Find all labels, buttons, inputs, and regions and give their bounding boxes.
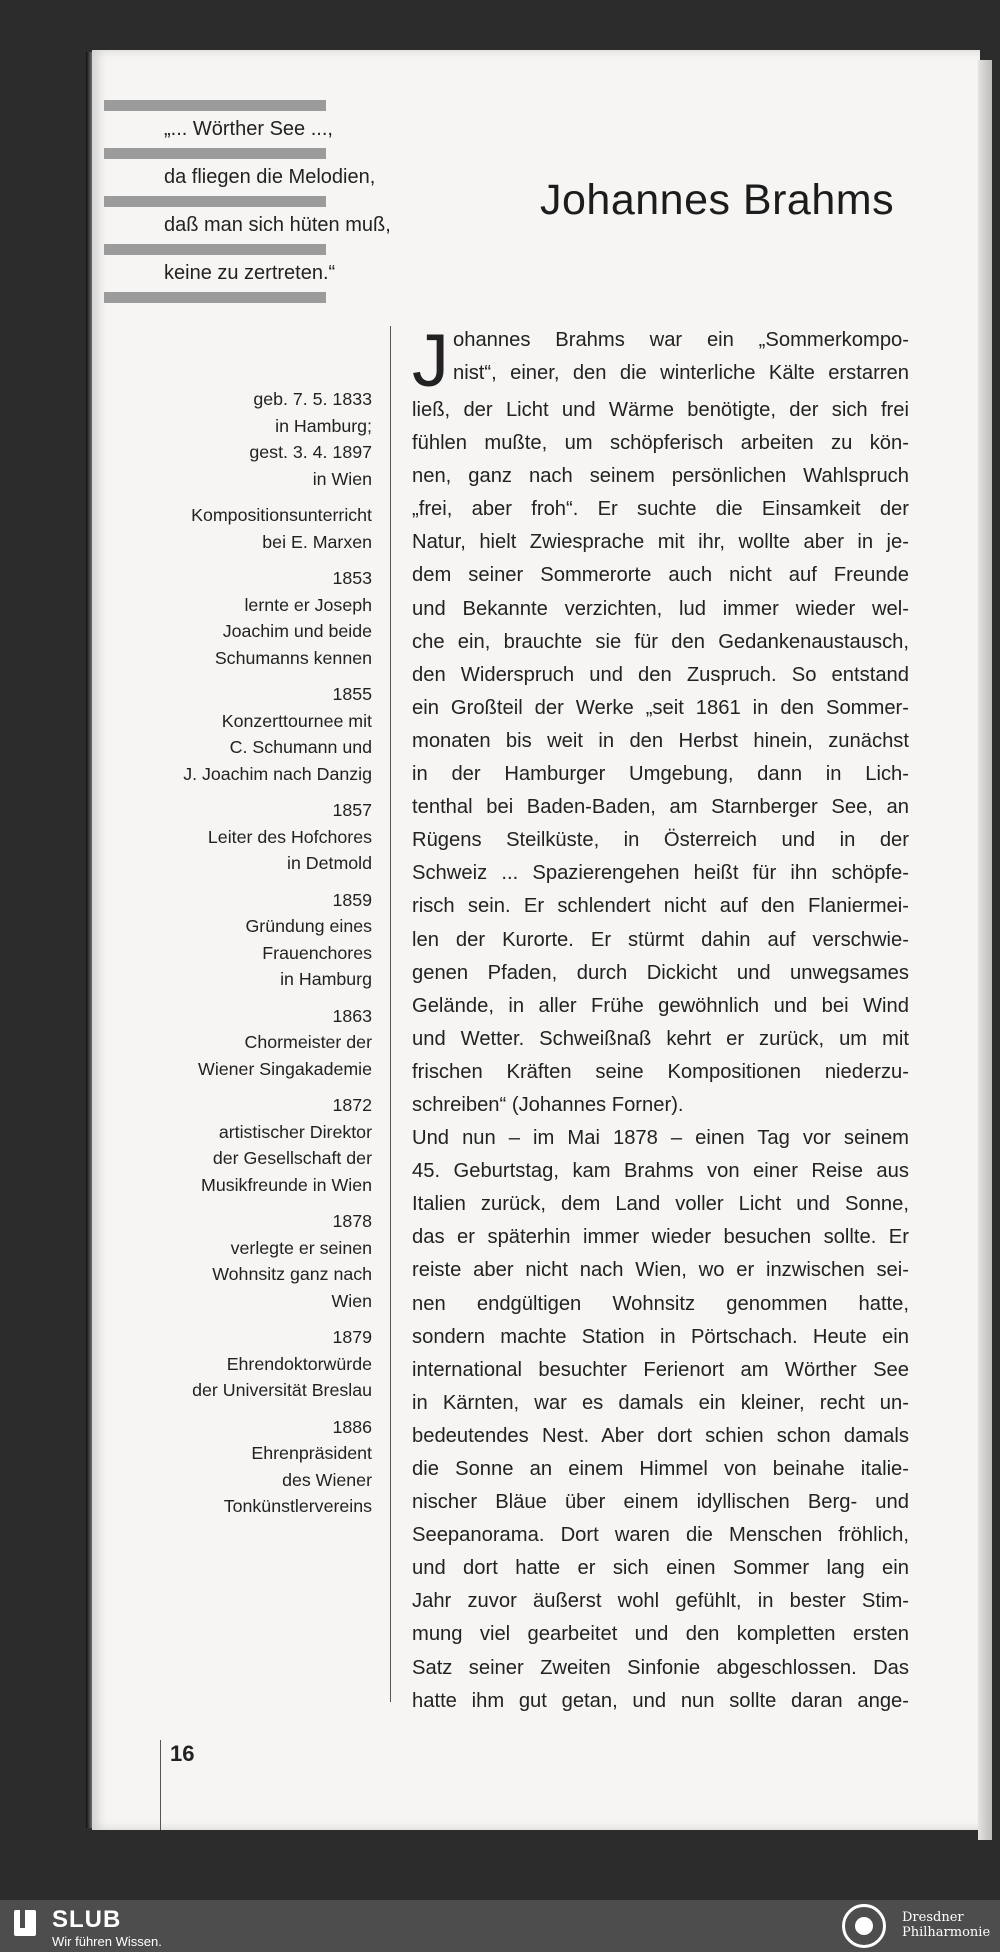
body-line: Satz seiner Zweiten Sinfonie abgeschlossen. Das	[412, 1656, 909, 1679]
philharmonie-name: Dresdner Philharmonie	[902, 1910, 991, 1940]
body-line: nischer Bläue über einem idyllischen Berg- und	[412, 1491, 909, 1514]
timeline-line: Konzerttournee mit	[221, 710, 372, 731]
body-line: „frei, aber froh“. Er suchte die Einsamkeit der	[412, 498, 909, 521]
timeline-line: Chormeister der	[244, 1032, 372, 1052]
body-line: in der Hamburger Umgebung, dann in Lich-	[412, 763, 909, 786]
body-line: risch sein. Er schlendert nicht auf den Flaniermei-	[412, 895, 909, 918]
footer-bar	[0, 1900, 1000, 1952]
body-line: ließ, der Licht und Wärme benötigte, der sich frei	[412, 399, 909, 421]
timeline-entry	[150, 565, 372, 671]
timeline-entry	[150, 386, 372, 492]
timeline-line: 1855	[332, 684, 372, 704]
timeline-line: des Wiener	[282, 1469, 372, 1490]
body-line: ohannes Brahms war ein „Sommerkompo-	[453, 329, 909, 351]
body-line: nen endgültigen Wohnsitz genommen hatte,	[412, 1292, 909, 1315]
body-line: bedeutendes Nest. Aber dort schien schon damals	[412, 1424, 909, 1447]
timeline-entry	[150, 1092, 372, 1198]
timeline-entry	[150, 1003, 372, 1083]
body-line: nen, ganz nach seinem persönlichen Wahlspruch	[412, 465, 909, 488]
body-line: Italien zurück, dem Land voller Licht und Sonne,	[412, 1193, 909, 1216]
timeline-line: 1878	[332, 1211, 372, 1231]
body-line: Schweiz ... Spazierengehen heißt für ihn schöpfe-	[412, 862, 909, 885]
page-number-rule	[160, 1740, 161, 1830]
timeline-line: der Universität Breslau	[192, 1380, 372, 1400]
timeline-line: Leiter des Hofchores	[207, 826, 372, 847]
page-number: 16	[170, 1741, 195, 1766]
timeline-line: Wien	[331, 1290, 372, 1311]
timeline-line: in Detmold	[287, 853, 372, 873]
timeline-line: 1879	[332, 1327, 372, 1347]
body-line: reiste aber nicht nach Wien, wo er inzwischen sei-	[412, 1259, 909, 1282]
timeline-line: Schumanns kennen	[214, 647, 372, 668]
body-line: Rügens Steilküste, in Österreich und in der	[412, 829, 909, 852]
body-line: und Bekannte verzichten, lud immer wieder wel-	[412, 597, 909, 620]
timeline-entry	[150, 502, 372, 555]
body-line: 45. Geburtstag, kam Brahms von einer Reise aus	[412, 1160, 909, 1183]
body-line: che ein, brauchte sie für den Gedankenaustausch,	[412, 630, 909, 653]
timeline-line: Kompositionsunterricht	[191, 505, 372, 525]
quote-line: daß man sich hüten muß,	[164, 214, 391, 236]
body-line: international besuchter Ferienort am Wörther See	[412, 1358, 909, 1381]
quote-bar	[104, 292, 326, 303]
body-line: Jahr zuvor äußerst wohl gefühlt, in bester Stim-	[412, 1590, 909, 1613]
timeline-line: Frauenchores	[262, 942, 372, 963]
timeline-line: 1886	[332, 1416, 372, 1437]
article-title: Johannes Brahms	[540, 176, 895, 224]
slub-brand[interactable]: SLUB	[52, 1906, 122, 1933]
body-line: und dort hatte er sich einen Sommer lang ein	[412, 1557, 909, 1580]
quote-line: „... Wörther See ...,	[164, 118, 333, 140]
timeline-line: verlegte er seinen	[230, 1237, 372, 1258]
page-right-edge	[978, 60, 992, 1840]
timeline-line: lernte er Joseph	[244, 594, 372, 615]
body-line: frischen Kräften seine Kompositionen niederzu-	[412, 1060, 909, 1083]
body-line: ein Großteil der Werke „seit 1861 in den Sommer-	[412, 696, 909, 719]
quote-bar	[104, 244, 326, 255]
body-line: Natur, hielt Zwiesprache mit ihr, wollte aber in je-	[412, 531, 909, 554]
timeline-entry	[150, 681, 372, 787]
quote-bar	[104, 100, 326, 111]
body-line: fühlen mußte, um schöpferisch arbeiten zu kön-	[412, 432, 909, 455]
timeline-line: Ehrenpräsident	[251, 1443, 372, 1463]
epigraph-quote	[100, 100, 391, 303]
drop-cap: J	[412, 319, 449, 402]
timeline-line: geb. 7. 5. 1833	[253, 389, 372, 409]
body-line: monaten bis weit in den Herbst hinein, zunächst	[412, 729, 909, 752]
timeline-line: 1853	[332, 568, 372, 588]
timeline-entry	[150, 1414, 372, 1520]
timeline-line: in Hamburg;	[275, 415, 372, 436]
timeline-line: 1872	[332, 1095, 372, 1115]
body-line: sondern machte Station in Pörtschach. Heute ein	[412, 1325, 909, 1348]
body-line: Und nun – im Mai 1878 – einen Tag vor seinem	[412, 1127, 909, 1150]
body-line: nist“, einer, den die winterliche Kälte erstarren	[453, 362, 909, 385]
timeline-line: Gründung eines	[245, 916, 372, 936]
body-line: und Wetter. Schweißnaß kehrt er zurück, um mit	[412, 1027, 909, 1050]
body-line: Gelände, in aller Frühe gewöhnlich und bei Wind	[412, 994, 909, 1017]
timeline-entry	[150, 887, 372, 993]
body-line: tenthal bei Baden-Baden, am Starnberger See, an	[412, 796, 909, 819]
timeline-entry	[150, 1324, 372, 1404]
timeline-line: Wiener Singakademie	[198, 1058, 372, 1079]
body-line: dem seiner Sommerorte auch nicht auf Freunde	[412, 564, 909, 587]
timeline-line: in Wien	[312, 468, 372, 489]
body-line: den Widerspruch und den Zuspruch. So entstand	[412, 663, 909, 686]
timeline-line: bei E. Marxen	[262, 531, 372, 552]
timeline-line: 1863	[332, 1005, 372, 1026]
quote-line: keine zu zertreten.“	[164, 262, 336, 284]
timeline-line: C. Schumann und	[229, 737, 372, 757]
timeline-line: 1857	[332, 800, 372, 820]
timeline-line: J. Joachim nach Danzig	[183, 763, 372, 784]
body-line: genen Pfaden, durch Dickicht und unwegsames	[412, 961, 909, 984]
quote-bar	[104, 196, 326, 207]
body-line: die Sonne an einem Himmel von beinahe italie-	[412, 1458, 909, 1480]
timeline-line: der Gesellschaft der	[212, 1148, 372, 1168]
column-divider	[390, 326, 391, 1702]
timeline-line: Tonkünstlervereins	[223, 1496, 372, 1516]
body-line: schreiben“ (Johannes Forner).	[412, 1093, 684, 1116]
timeline-line: Joachim und beide	[222, 621, 372, 641]
philharmonie-logo-icon[interactable]	[842, 1904, 886, 1948]
body-line: mung viel gearbeitet und den kompletten ersten	[412, 1623, 909, 1646]
article-body	[412, 319, 909, 1718]
timeline-entry	[150, 797, 372, 877]
timeline-line: 1859	[332, 889, 372, 910]
body-line: len der Kurorte. Er stürmt dahin auf verschwie-	[412, 928, 909, 951]
biography-timeline	[150, 386, 372, 1530]
timeline-line: artistischer Direktor	[218, 1121, 372, 1142]
body-lines	[412, 394, 909, 1718]
timeline-line: gest. 3. 4. 1897	[249, 442, 372, 462]
slub-tagline: Wir führen Wissen.	[52, 1934, 162, 1949]
body-line: in Kärnten, war es damals ein kleiner, recht un-	[412, 1391, 909, 1414]
quote-bar	[104, 148, 326, 159]
slub-logo-icon	[14, 1910, 36, 1936]
timeline-line: Ehrendoktorwürde	[226, 1353, 372, 1374]
body-line: das er späterhin immer wieder besuchen sollte. Er	[412, 1226, 909, 1249]
quote-line: da fliegen die Melodien,	[164, 166, 376, 188]
timeline-line: Musikfreunde in Wien	[201, 1174, 372, 1195]
body-line: hatte ihm gut getan, und nun sollte daran ange-	[412, 1689, 909, 1712]
body-line: Seepanorama. Dort waren die Menschen fröhlich,	[412, 1524, 909, 1547]
timeline-line: Wohnsitz ganz nach	[212, 1264, 372, 1284]
timeline-entry	[150, 1208, 372, 1314]
timeline-line: in Hamburg	[280, 969, 372, 989]
